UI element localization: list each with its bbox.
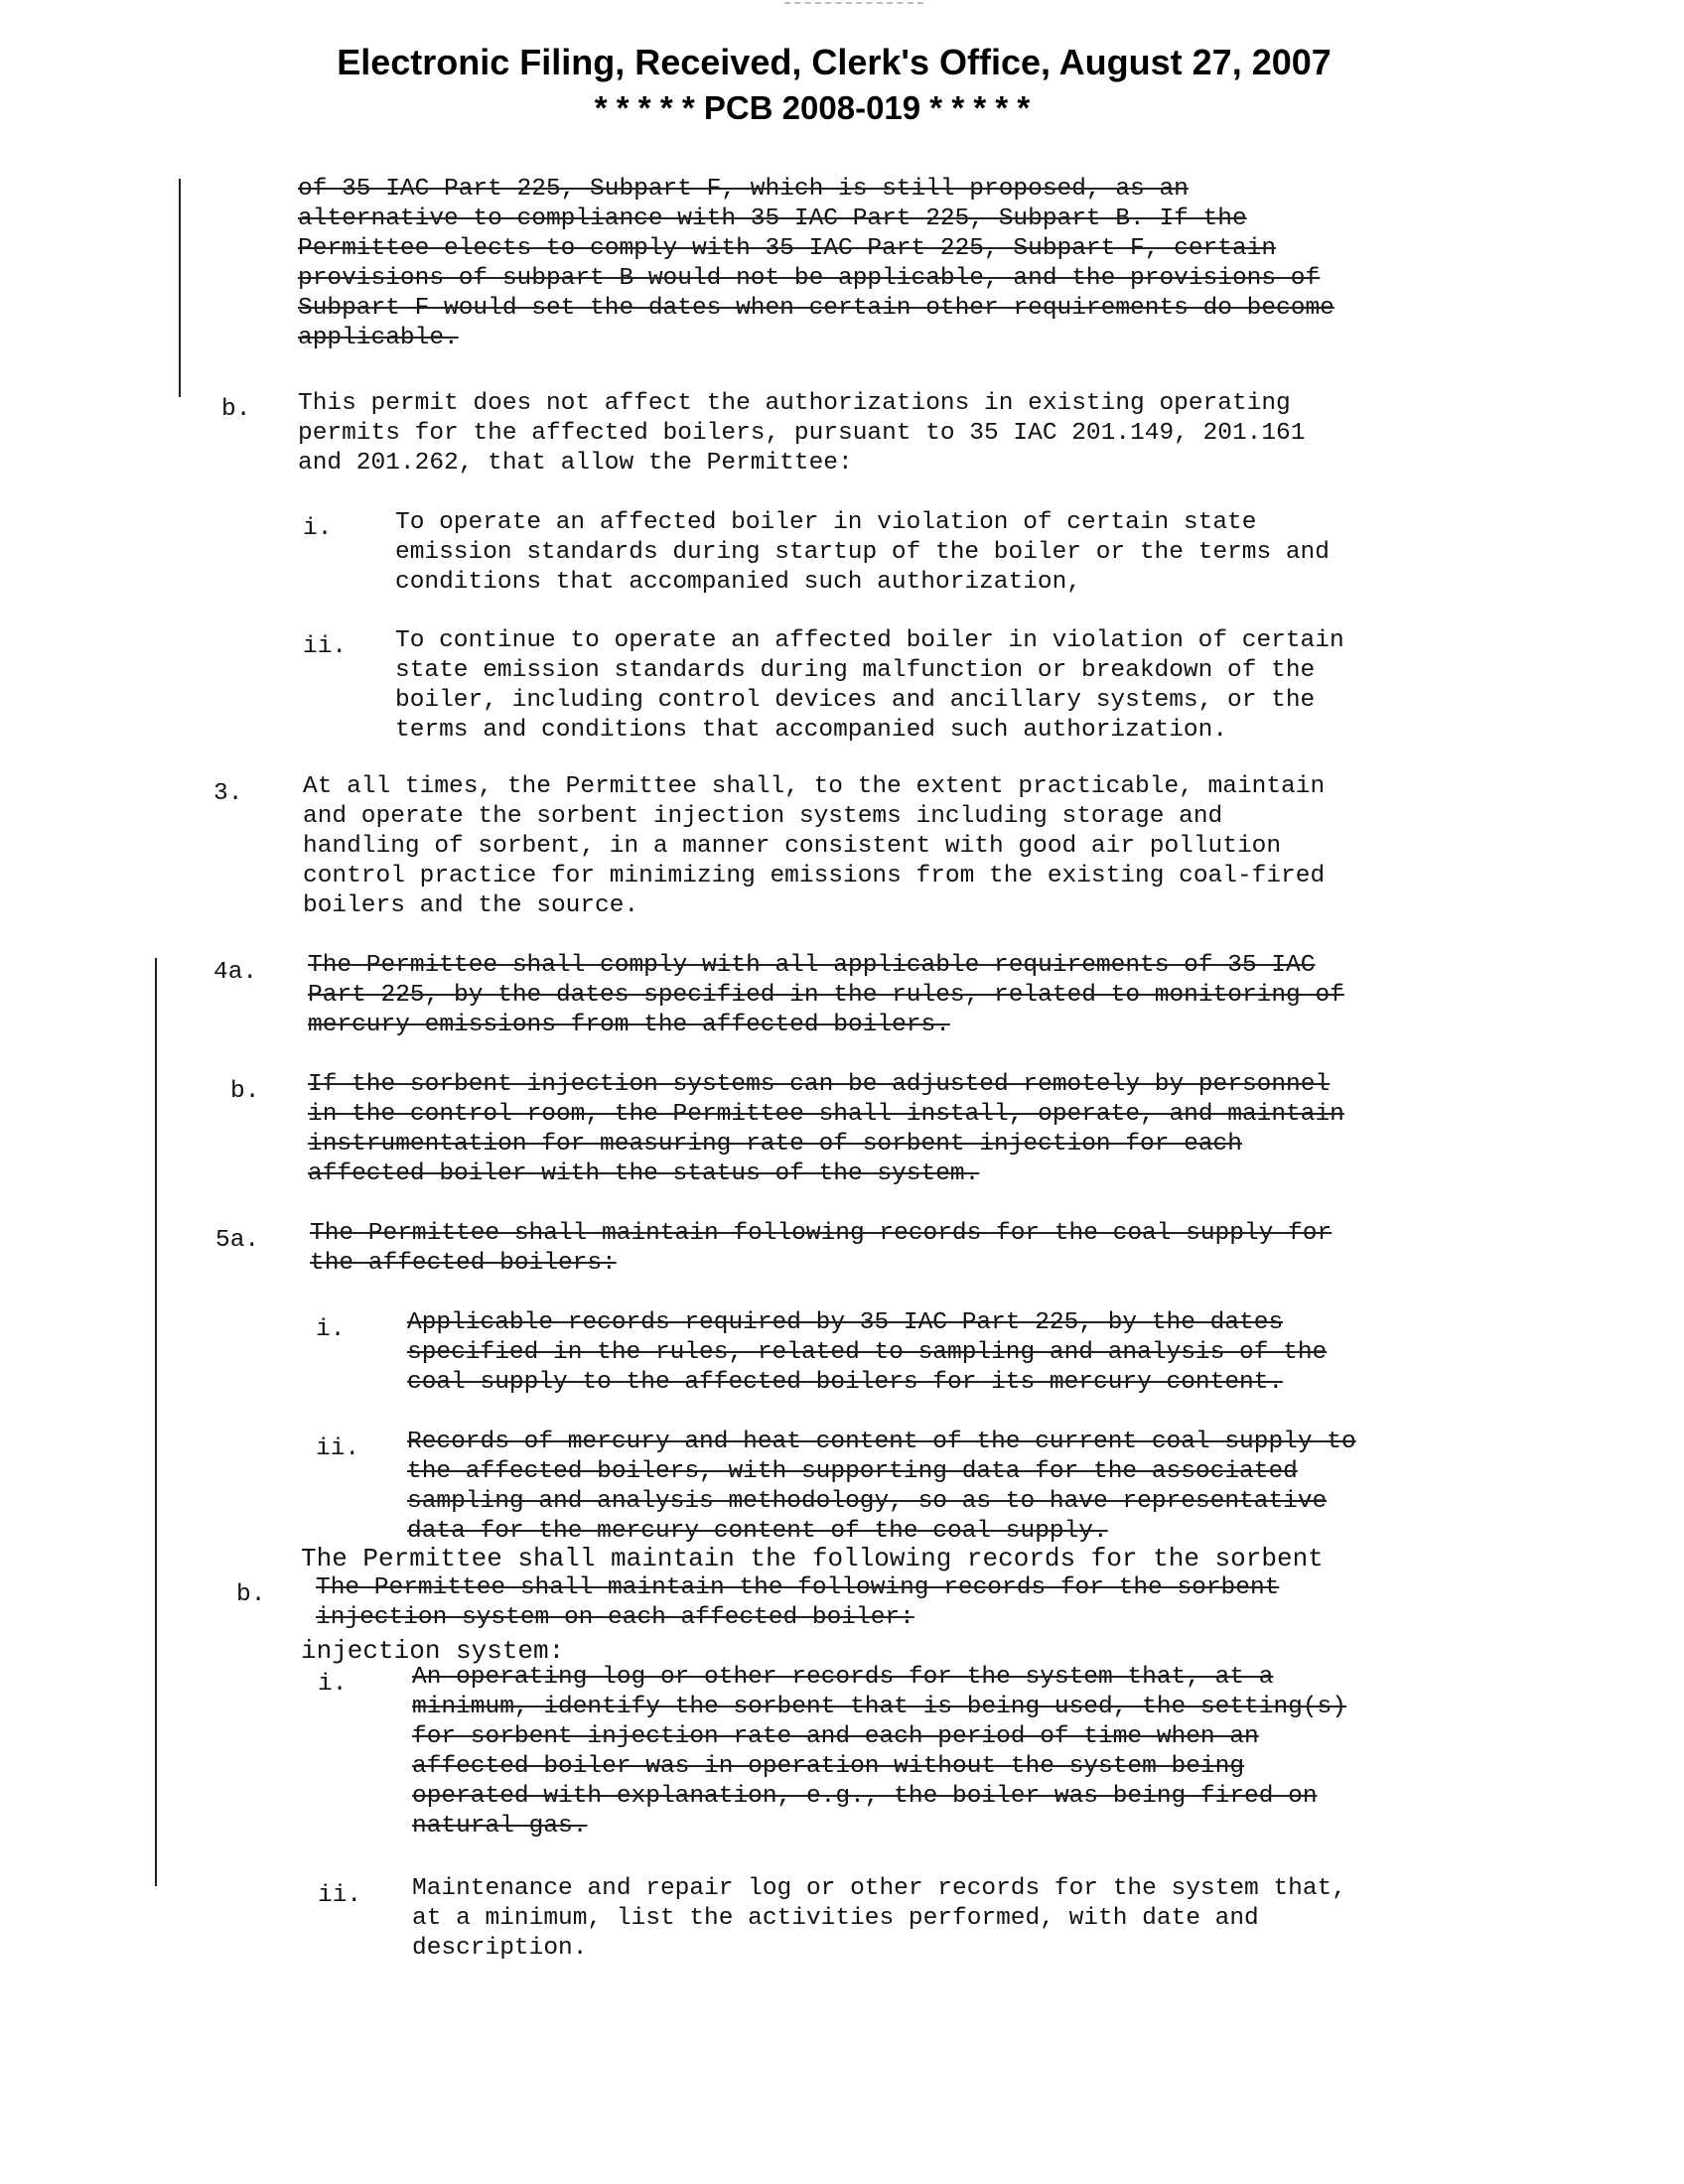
struck-paragraph-4b: If the sorbent injection systems can be adjusted remotely by personnel in the control room, the Permittee shall install, operate, and maintain instrumentation for measuring rate of sorbent injection for each affected boiler with the status of the system. <box>308 1071 1344 1187</box>
paragraph-5b-ii: Maintenance and repair log or other records for the system that, at a minimum, list the activities performed, with date and description. <box>412 1875 1346 1962</box>
case-number-line: * * * * * PCB 2008-019 * * * * * <box>594 89 1031 126</box>
struck-paragraph-5a: The Permittee shall maintain following records for the coal supply for the affected boilers: <box>310 1220 1333 1277</box>
struck-paragraph: of 35 IAC Part 225, Subpart F, which is still proposed, as an alternative to compliance with 35 IAC Part 225, Subpart B. If the Permittee elects to comply with 35 IAC Part 225, Subpart F, certain provisions of subpart B would not be applicable, and the provisions of Subpart F would set the dates when certain other requirements do become applicable. <box>298 176 1334 351</box>
struck-paragraph-4a: The Permittee shall comply with all applicable requirements of 35 IAC Part 225, by the dates specified in the rules, related to monitoring of mercury emissions from the affected boilers. <box>308 952 1344 1038</box>
revision-bar <box>179 179 181 397</box>
struck-paragraph-5b: The Permittee shall maintain the following records for the sorbent injection system on each affected boiler: <box>316 1574 1280 1631</box>
paragraph-2b-ii: To continue to operate an affected boiler in violation of certain state emission standards during malfunction or breakdown of the boiler, including control devices and ancillary systems, or the terms and conditions that accompanied such authorization. <box>395 627 1344 744</box>
paragraph-2b: This permit does not affect the authorizations in existing operating permits for the affected boilers, pursuant to 35 IAC 201.149, 201.161 and 201.262, that allow the Permittee: <box>298 390 1306 477</box>
item-label: i. <box>316 1316 346 1343</box>
item-label: b. <box>230 1078 260 1105</box>
item-label: ii. <box>303 633 348 660</box>
paragraph-3: At all times, the Permittee shall, to the extent practicable, maintain and operate the sorbent injection systems including storage and handling of sorbent, in a manner consistent with good air pollution control practice for minimizing emissions from the existing coal-fired boilers and the source. <box>303 773 1326 919</box>
item-label: i. <box>303 515 333 542</box>
inserted-text: injection system: <box>301 1636 565 1666</box>
item-label: 3. <box>213 780 243 807</box>
inserted-text: The Permittee shall maintain the following records for the sorbent <box>301 1544 1324 1573</box>
item-label: b. <box>236 1581 266 1608</box>
item-label: i. <box>318 1671 348 1698</box>
struck-paragraph-5b-i: An operating log or other records for the system that, at a minimum, identify the sorbent that is being used, the setting(s) for sorbent injection rate and each period of time when an affected boiler was in operation without the system being operated with explanation, e.g., the boiler was being fired on natural gas. <box>412 1664 1346 1840</box>
revision-bar <box>155 958 157 1886</box>
item-label: ii. <box>316 1435 360 1462</box>
struck-paragraph-5a-i: Applicable records required by 35 IAC Part 225, by the dates specified in the rules, related to sampling and analysis of the coal supply to the affected boilers for its mercury content. <box>407 1309 1328 1396</box>
item-label: ii. <box>318 1882 362 1909</box>
item-label: 5a. <box>215 1227 260 1254</box>
paragraph-2b-i: To operate an affected boiler in violation of certain state emission standards during startup of the boiler or the terms and conditions that accompanied such authorization, <box>395 509 1330 596</box>
item-label: b. <box>221 396 251 423</box>
struck-paragraph-5a-ii: Records of mercury and heat content of the current coal supply to the affected boilers, with supporting data for the associated sampling and analysis methodology, so as to have representative data for the mercury content of the coal supply. <box>407 1429 1356 1545</box>
filing-stamp-line: Electronic Filing, Received, Clerk's Office, August 27, 2007 <box>337 42 1332 82</box>
scan-artifact <box>784 2 923 6</box>
item-label: 4a. <box>213 959 258 986</box>
